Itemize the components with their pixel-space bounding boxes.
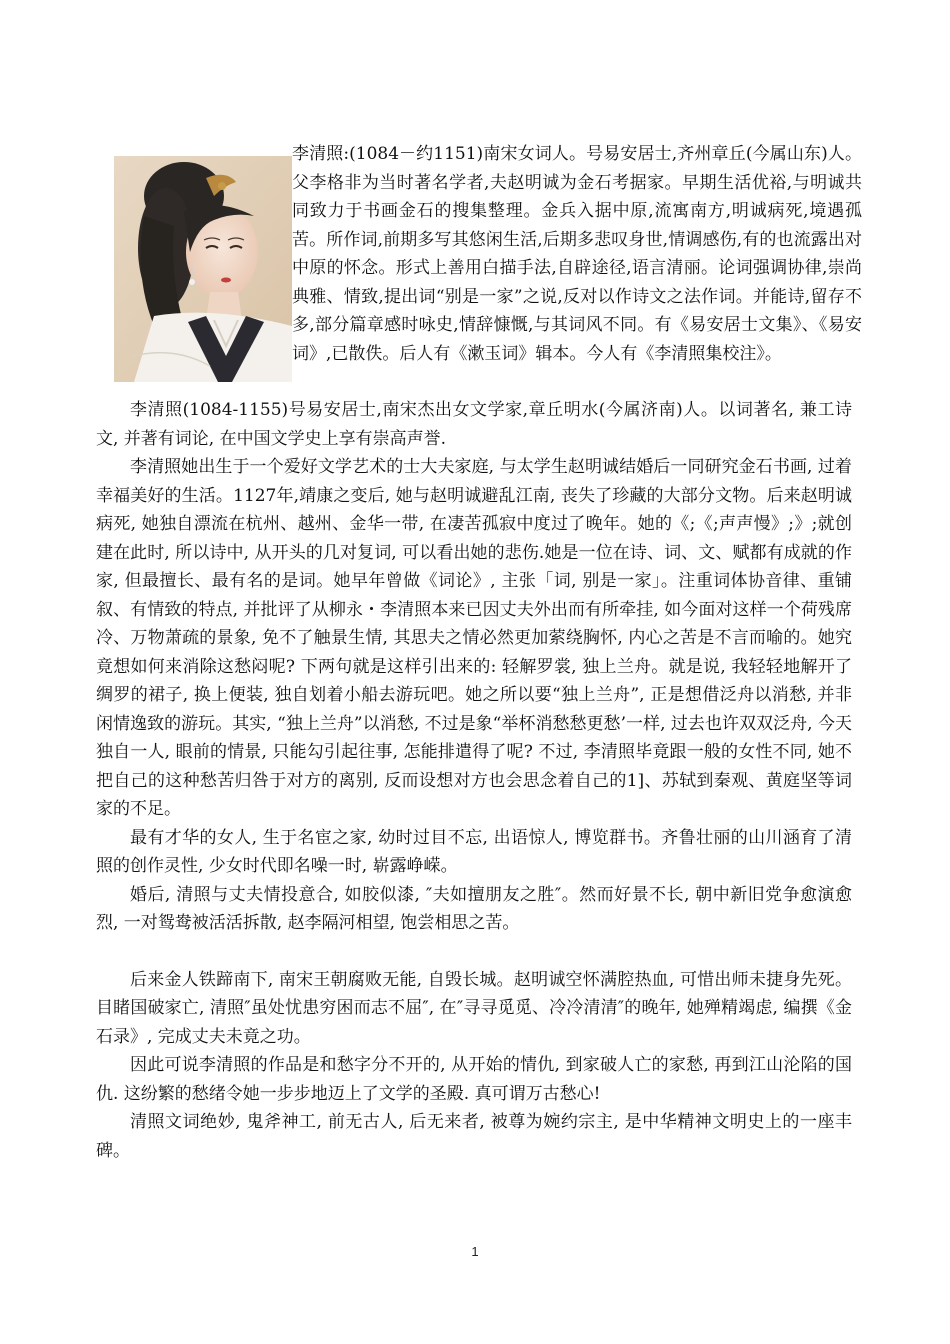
intro-paragraph: 李清照:(1084－约1151)南宋女词人。号易安居士,齐州章丘(今属山东)人。父李格非为当时著名学者,夫赵明诚为金石考据家。早期生活优裕,与明诚共同致力于书画金石的搜集整理。金兵入据中原,流寓南方,明诚病死,境遇孤苦。所作词,前期多写其悠闲生活,后期多悲叹身世,情调感伤,有的也流露出对中原的怀念。形式上善用白描手法,自辟途径,语言清丽。论词强调协律,崇尚典雅、情致,提出词“别是一家”之说,反对以作诗文之法作词。并能诗,留存不多,部分篇章感时咏史,情辞慷慨,与其词风不同。有《易安居士文集》、《易安词》,已散佚。后人有《漱玉词》辑本。今人有《李清照集校注》。 <box>292 144 862 364</box>
page-number: 1 <box>471 1244 479 1259</box>
paragraph-1: 李清照(1084-1155)号易安居士,南宋杰出女文学家,章丘明水(今属济南)人。以词著名, 兼工诗文, 并著有词论, 在中国文学史上享有崇高声誉. <box>96 400 852 449</box>
portrait-painting <box>114 156 292 382</box>
paragraph-7: 清照文词绝妙, 鬼斧神工, 前无古人, 后无来者, 被尊为婉约宗主, 是中华精神文明史上的一座丰碑。 <box>96 1112 852 1161</box>
intro-text-block <box>292 140 862 368</box>
body-text <box>96 396 852 1165</box>
paragraph-5: 后来金人铁蹄南下, 南宋王朝腐败无能, 自毁长城。赵明诚空怀满腔热血, 可惜出师未捷身先死。目睹国破家亡, 清照″虽处忧患穷困而志不屈″, 在″寻寻觅觅、冷冷清清″的晚年, 她殚精竭虑, 编撰《金石录》, 完成丈夫未竟之功。 <box>96 969 852 1047</box>
paragraph-2: 李清照她出生于一个爱好文学艺术的士大夫家庭, 与太学生赵明诚结婚后一同研究金石书画, 过着幸福美好的生活。1127年,靖康之变后, 她与赵明诚避乱江南, 丧失了珍藏的大部分文物。后来赵明诚病死, 她独自漂流在杭州、越州、金华一带, 在凄苦孤寂中度过了晚年。她的《;《;声声慢》;》;就创建在此时, 所以诗中, 从开头的几对复词, 可以看出她的悲伤.她是一位在诗、词、文、赋都有成就的作家, 但最擅长、最有名的是词。她早年曾做《词论》, 主张「词, 别是一家」。注重词体协音律、重铺叙、有情致的特点, 并批评了从柳永・李清照本来已因丈夫外出而有所牵挂, 如今面对这样一个荷残席冷、万物萧疏的景象, 免不了触景生情, 其思夫之情必然更加萦绕胸怀, 内心之苦是不言而喻的。她究竟想如何来消除这愁闷呢? 下两句就是这样引出来的: 轻解罗裳, 独上兰舟。就是说, 我轻轻地解开了绸罗的裙子, 换上便装, 独自划着小船去游玩吧。她之所以要“独上兰舟”, 正是想借泛舟以消愁, 并非闲情逸致的游玩。其实, “独上兰舟”以消愁, 不过是象“举杯消愁愁更愁’一样, 过去也许双双泛舟, 今天独自一人, 眼前的情景, 只能勾引起往事, 怎能排遣得了呢? 不过, 李清照毕竟跟一般的女性不同, 她不把自己的这种愁苦归咎于对方的离别, 反而设想对方也会思念着自己的1]、苏轼到秦观、黄庭坚等词家的不足。 <box>96 457 852 819</box>
paragraph-4: 婚后, 清照与丈夫情投意合, 如胶似漆, ″夫如擅朋友之胜″。然而好景不长, 朝中新旧党争愈演愈烈, 一对鸳鸯被活活拆散, 赵李隔河相望, 饱尝相思之苦。 <box>96 884 852 933</box>
portrait-image <box>114 156 292 382</box>
paragraph-6: 因此可说李清照的作品是和愁字分不开的, 从开始的情仇, 到家破人亡的家愁, 再到江山沦陷的国仇. 这纷繁的愁绪令她一步步地迈上了文学的圣殿. 真可谓万古愁心! <box>96 1055 852 1104</box>
paragraph-3: 最有才华的女人, 生于名宦之家, 幼时过目不忘, 出语惊人, 博览群书。齐鲁壮丽的山川涵育了清照的创作灵性, 少女时代即名噪一时, 崭露峥嵘。 <box>96 827 852 876</box>
